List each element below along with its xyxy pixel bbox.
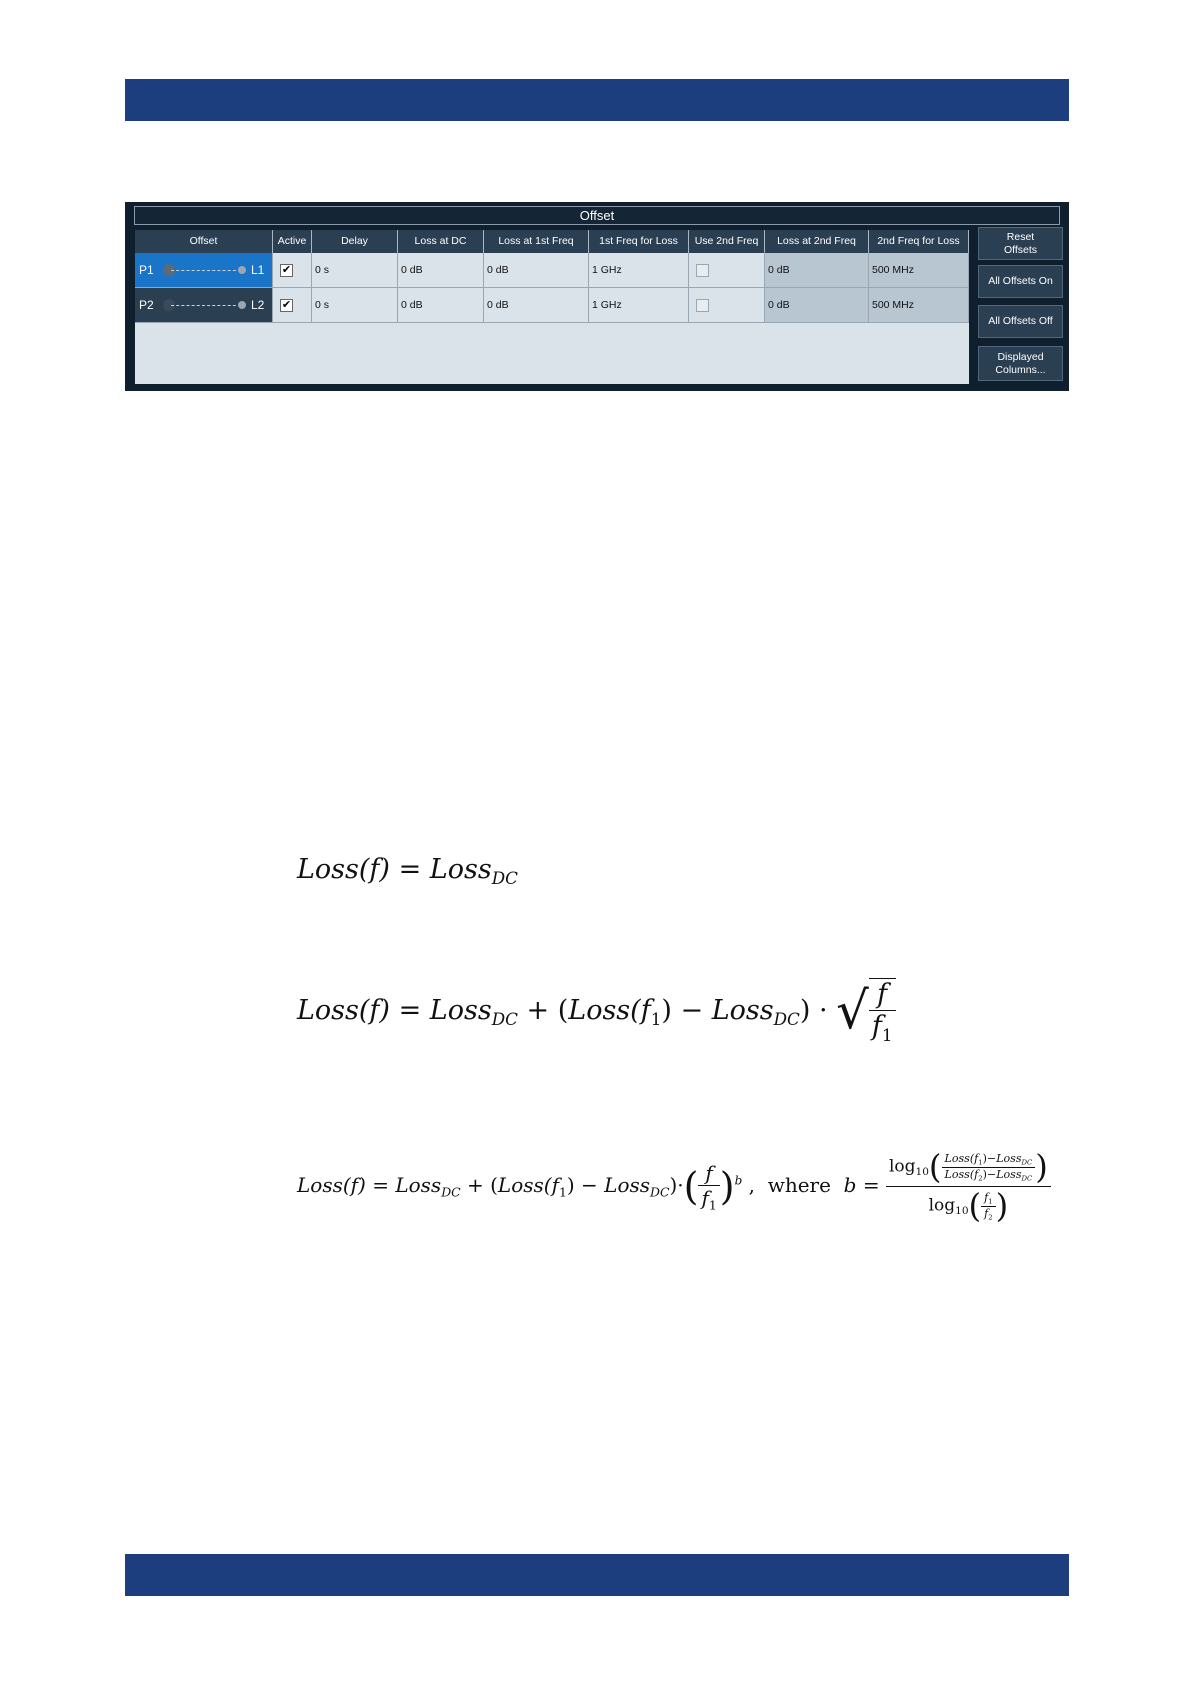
table-row-offset-p2[interactable]: [135, 288, 273, 323]
freq-2nd-cell: 500 MHz: [869, 253, 969, 288]
loss-dc-cell[interactable]: 0 dB: [398, 288, 484, 323]
freq-2nd-cell: 500 MHz: [869, 288, 969, 323]
button-label: Displayed: [997, 350, 1044, 363]
all-offsets-off-button[interactable]: All Offsets Off: [978, 305, 1063, 338]
col-header-loss-1st[interactable]: Loss at 1st Freq: [484, 230, 589, 253]
use-2nd-cell[interactable]: [689, 253, 765, 288]
displayed-columns-button[interactable]: [978, 346, 1063, 381]
port-label: P2: [139, 298, 154, 312]
use-2nd-checkbox[interactable]: [696, 264, 709, 277]
all-offsets-on-button[interactable]: All Offsets On: [978, 265, 1063, 298]
freq-1st-cell[interactable]: 1 GHz: [589, 288, 689, 323]
offset-dialog: [125, 202, 1069, 391]
col-header-use-2nd[interactable]: Use 2nd Freq: [689, 230, 765, 253]
loss-dc-cell[interactable]: 0 dB: [398, 253, 484, 288]
delay-cell[interactable]: 0 s: [312, 288, 398, 323]
header-band: [125, 79, 1069, 121]
use-2nd-cell[interactable]: [689, 288, 765, 323]
col-header-loss-2nd[interactable]: Loss at 2nd Freq: [765, 230, 869, 253]
formula-sqrt-loss: Loss(f) = Loss$_{DC}$ + ($Loss(f_1)$ − Loss$_{DC}$) · √ $\frac{f}{f_1}$: [297, 978, 896, 1045]
delay-cell[interactable]: 0 s: [312, 253, 398, 288]
load-dot-icon: [238, 301, 246, 309]
button-label: Reset: [1006, 230, 1035, 243]
active-checkbox[interactable]: ✔: [281, 264, 292, 276]
connection-line: [171, 270, 241, 271]
loss-1st-cell[interactable]: 0 dB: [484, 288, 589, 323]
loss-1st-cell[interactable]: 0 dB: [484, 253, 589, 288]
active-cell[interactable]: [273, 288, 312, 323]
formula-dc-loss: Loss(f) = Loss$_{DC}$: [297, 854, 518, 888]
reset-offsets-button[interactable]: [978, 227, 1063, 260]
port-label: P1: [139, 263, 154, 277]
sqrt-icon: √ $\frac{f}{f_1}$: [836, 978, 895, 1045]
table-row-offset-p1[interactable]: [135, 253, 273, 288]
loss-2nd-cell: 0 dB: [765, 253, 869, 288]
loss-2nd-cell: 0 dB: [765, 288, 869, 323]
dialog-title: Offset: [134, 206, 1060, 225]
col-header-offset[interactable]: Offset: [135, 230, 273, 253]
col-header-delay[interactable]: Delay: [312, 230, 398, 253]
offset-table: [135, 230, 969, 384]
load-dot-icon: [238, 266, 246, 274]
col-header-freq-1st[interactable]: 1st Freq for Loss: [589, 230, 689, 253]
connection-line: [171, 305, 241, 306]
load-label: L1: [251, 263, 265, 277]
col-header-loss-dc[interactable]: Loss at DC: [398, 230, 484, 253]
formula-power-loss: Loss(f) = Loss$_{DC}$ + ($Loss(f_1)$ − Loss$_{DC}$)·( $\frac{f}{f_1}$ )$^b$ , where b = $\log_{10}$( $\frac{Loss(f_1)-Loss_{DC}}{Loss(f_2)-Loss_{DC}}$ ) $\log_{10}$( $\frac{f_1}{f_2}$ ): [297, 1148, 1051, 1225]
col-header-freq-2nd[interactable]: 2nd Freq for Loss: [869, 230, 969, 253]
freq-1st-cell[interactable]: 1 GHz: [589, 253, 689, 288]
button-label: Columns...: [995, 363, 1046, 376]
active-cell[interactable]: [273, 253, 312, 288]
button-label: Offsets: [1003, 243, 1038, 256]
use-2nd-checkbox[interactable]: [696, 299, 709, 312]
footer-band: [125, 1554, 1069, 1596]
load-label: L2: [251, 298, 265, 312]
active-checkbox[interactable]: ✔: [281, 299, 292, 311]
col-header-active[interactable]: Active: [273, 230, 312, 253]
